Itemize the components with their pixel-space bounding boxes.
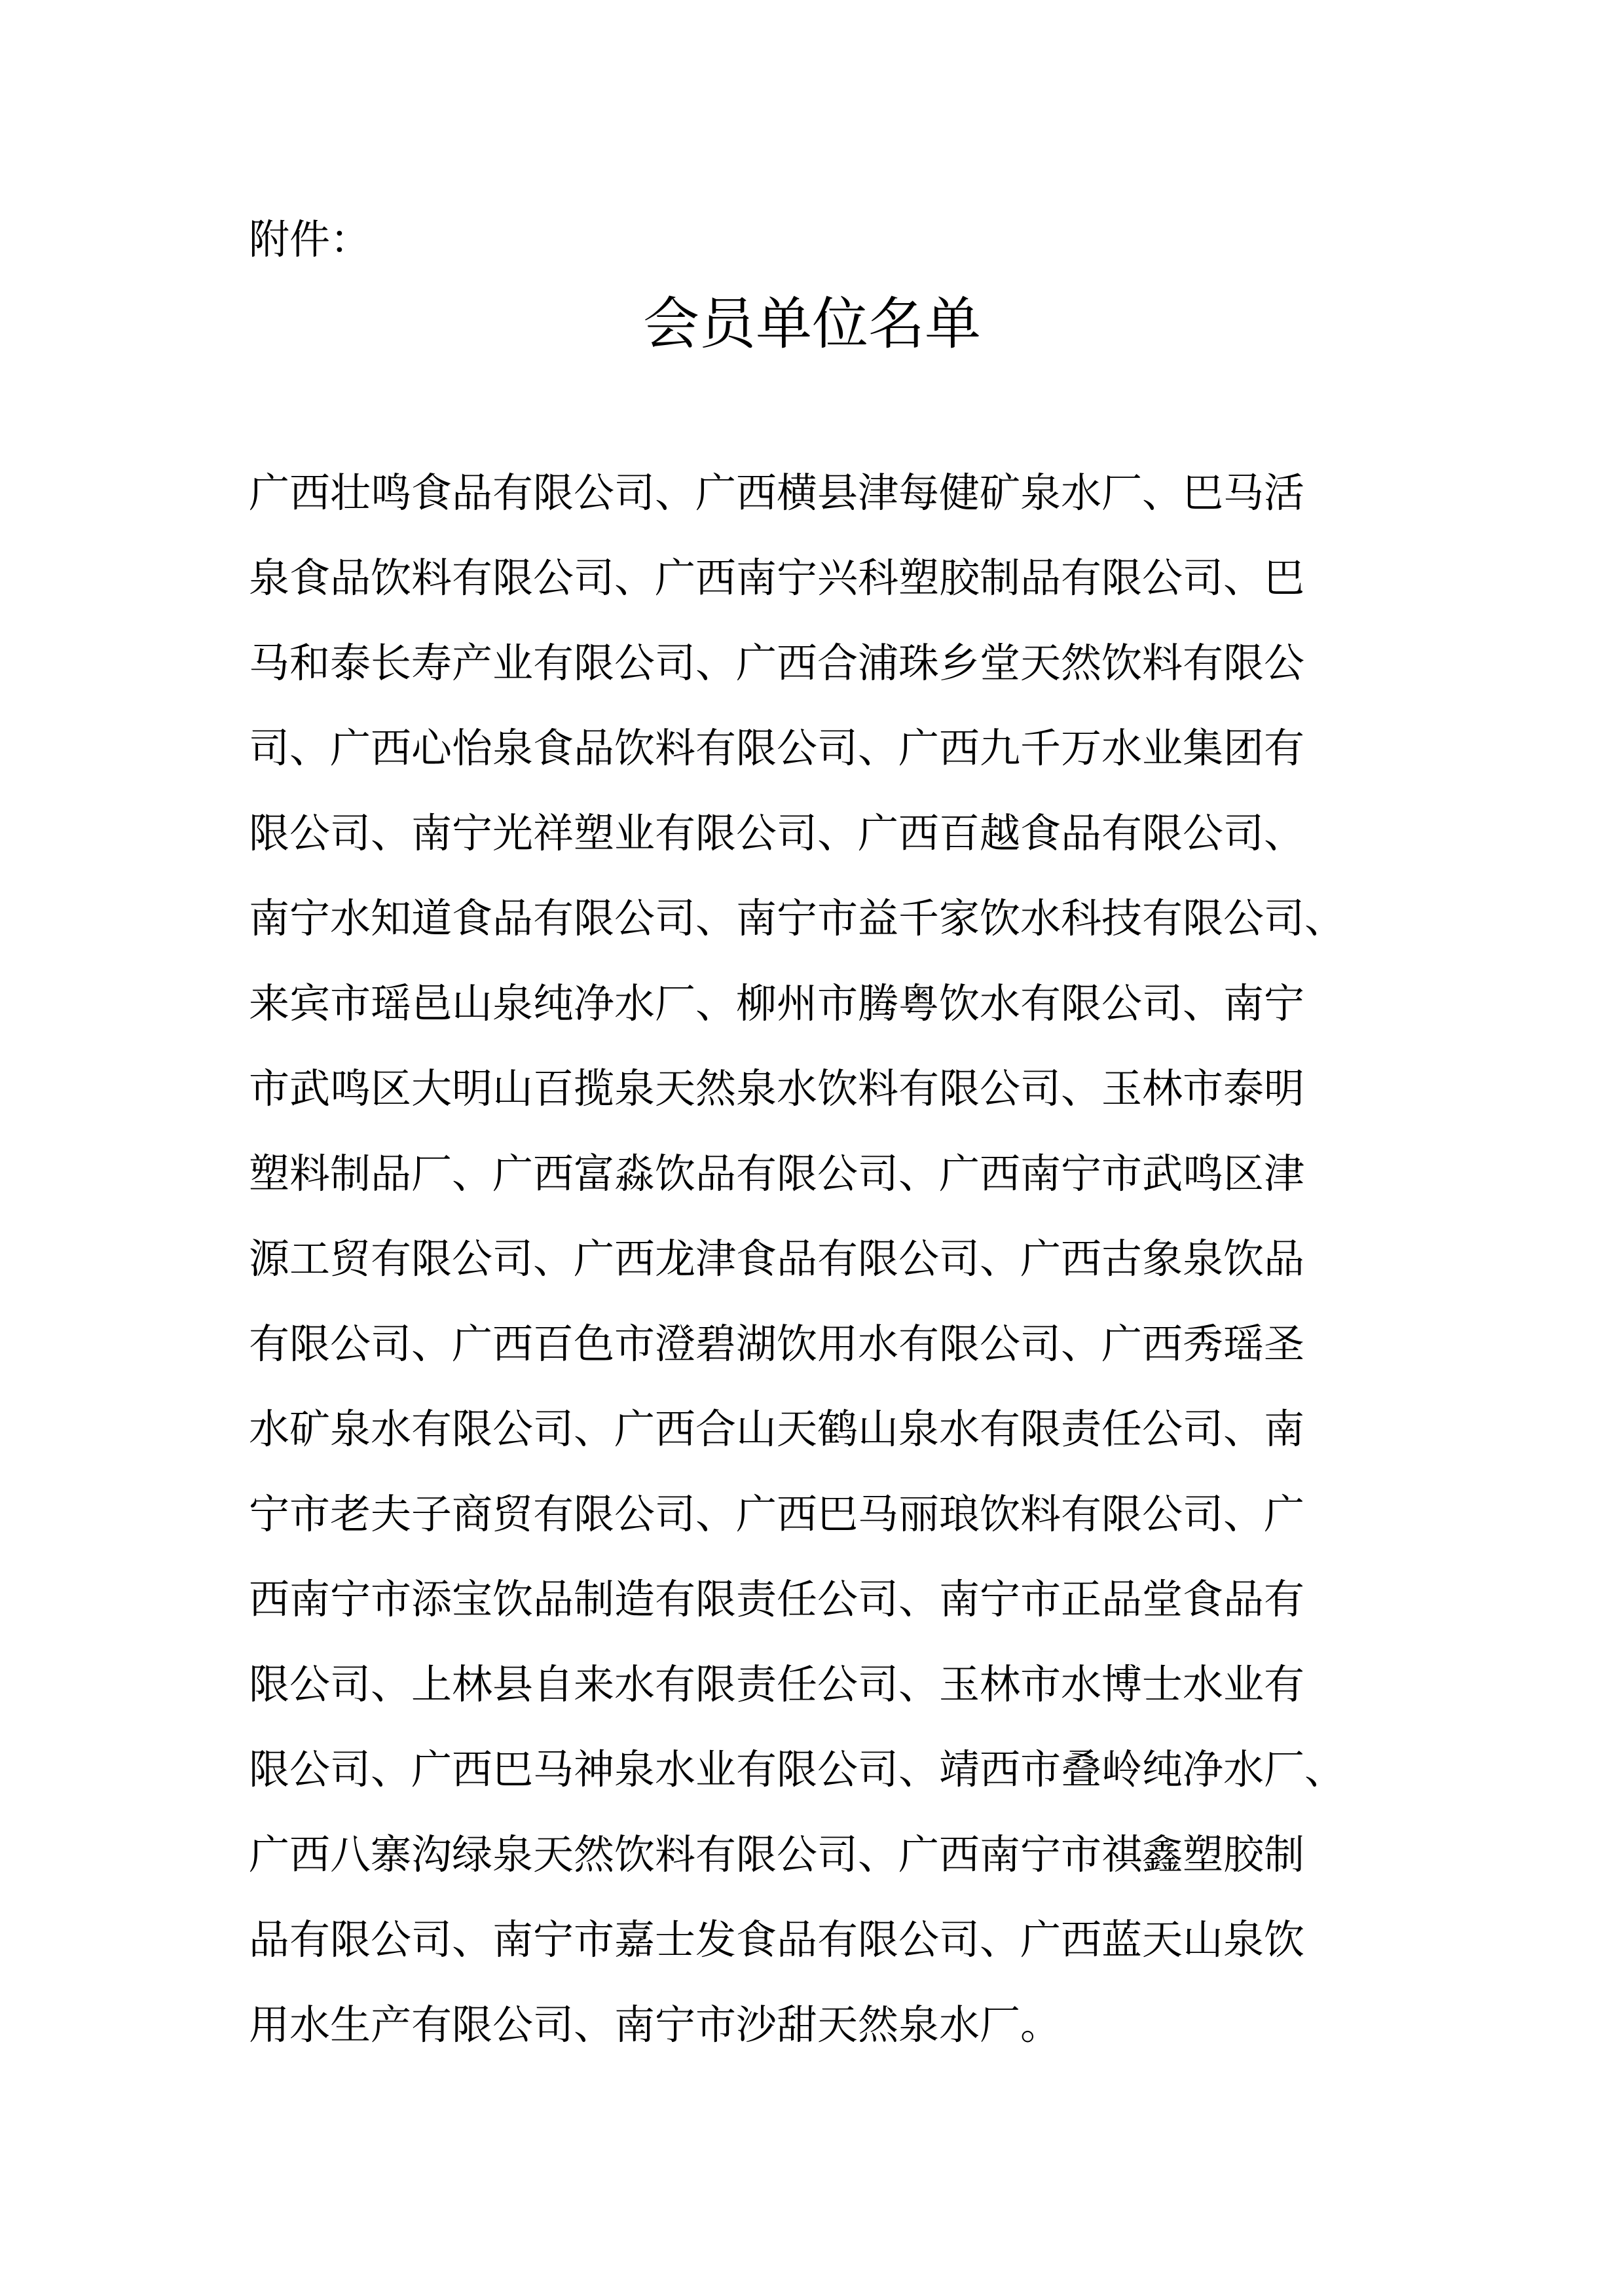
body-line: 广西八寨沟绿泉天然饮料有限公司、广西南宁市祺鑫塑胶制 [249,1831,1305,1878]
body-line: 来宾市瑶邑山泉纯净水厂、柳州市腾粤饮水有限公司、南宁 [249,979,1305,1027]
body-line: 有限公司、广西百色市澄碧湖饮用水有限公司、广西秀瑶圣 [249,1320,1305,1368]
body-line: 泉食品饮料有限公司、广西南宁兴科塑胶制品有限公司、巴 [249,554,1305,602]
body-line: 西南宁市添宝饮品制造有限责任公司、南宁市正品堂食品有 [249,1575,1305,1623]
body-line: 塑料制品厂、广西富淼饮品有限公司、广西南宁市武鸣区津 [249,1150,1305,1197]
body-line: 马和泰长寿产业有限公司、广西合浦珠乡堂天然饮料有限公 [249,639,1305,687]
body-line: 司、广西心怡泉食品饮料有限公司、广西九千万水业集团有 [249,724,1305,772]
body-line: 广西壮鸣食品有限公司、广西横县津每健矿泉水厂、巴马活 [249,469,1305,517]
body-line: 用水生产有限公司、南宁市沙甜天然泉水厂。 [249,2001,1061,2049]
member-list-paragraph [249,450,1401,2068]
body-line: 市武鸣区大明山百揽泉天然泉水饮料有限公司、玉林市泰明 [249,1065,1305,1112]
body-line: 限公司、南宁光祥塑业有限公司、广西百越食品有限公司、 [249,809,1305,857]
body-line: 限公司、上林县自来水有限责任公司、玉林市水博士水业有 [249,1660,1305,1708]
body-line: 南宁水知道食品有限公司、南宁市益千家饮水科技有限公司、 [249,894,1346,942]
body-line: 品有限公司、南宁市嘉士发食品有限公司、广西蓝天山泉饮 [249,1916,1305,1963]
body-line: 宁市老夫子商贸有限公司、广西巴马丽琅饮料有限公司、广 [249,1490,1305,1538]
body-line: 源工贸有限公司、广西龙津食品有限公司、广西古象泉饮品 [249,1235,1305,1283]
document-title: 会员单位名单 [643,291,981,357]
attachment-label: 附件： [249,215,371,263]
body-line: 限公司、广西巴马神泉水业有限公司、靖西市叠岭纯净水厂、 [249,1745,1346,1793]
body-line: 水矿泉水有限公司、广西合山天鹤山泉水有限责任公司、南 [249,1405,1305,1453]
